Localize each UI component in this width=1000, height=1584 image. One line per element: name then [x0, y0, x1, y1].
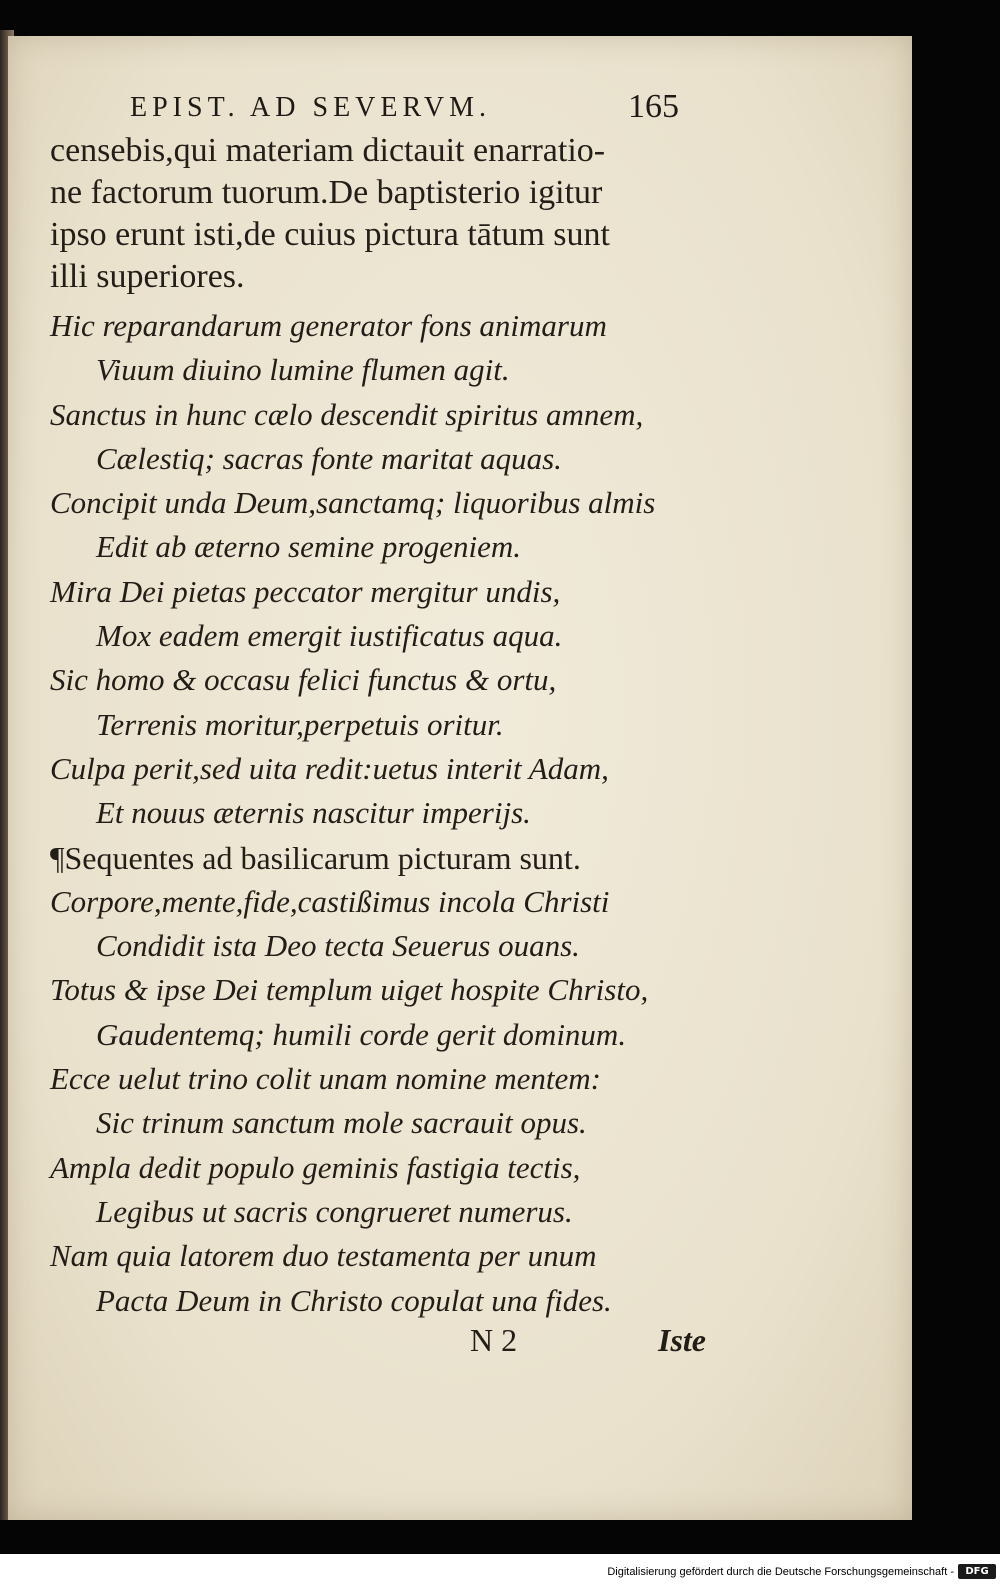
verse-block: [50, 304, 730, 1323]
verse-line: Mira Dei pietas peccator mergitur undis,: [50, 573, 561, 609]
verse-line: Cælestiq; sacras fonte maritat aquas.: [96, 440, 562, 476]
verse-line: ¶Sequentes ad basilicarum picturam sunt.: [50, 839, 581, 876]
catchword: Iste: [658, 1322, 706, 1358]
verse-line: Ecce uelut trino colit unam nomine mentem:: [50, 1061, 601, 1097]
verse-line: Edit ab æterno semine progeniem.: [96, 529, 522, 565]
verse-line: Gaudentemq; humili corde gerit dominum.: [96, 1016, 627, 1052]
scan-border: [0, 1520, 1000, 1554]
verse-line: Condidit ista Deo tecta Seuerus ouans.: [96, 928, 580, 964]
verse-line: Viuum diuino lumine flumen agit.: [96, 352, 510, 388]
prose-block: [50, 130, 730, 298]
verse-line: Et nouus æternis nascitur imperijs.: [96, 795, 531, 831]
verse-line: Hic reparandarum generator fons animarum: [50, 308, 607, 343]
verse-line: Sanctus in hunc cælo descendit spiritus amnem,: [50, 396, 644, 432]
verse-line: Terrenis moritur,perpetuis oritur.: [96, 706, 504, 742]
verse-line: Ampla dedit populo geminis fastigia tectis,: [50, 1149, 581, 1185]
signature-mark: N 2: [470, 1322, 518, 1358]
verse-line: Pacta Deum in Christo copulat una fides.: [96, 1282, 612, 1318]
prose-line: illi superiores.: [50, 258, 245, 295]
running-head: EPIST. AD SEVERVM.: [130, 92, 492, 123]
page-number: 165: [628, 88, 679, 125]
verse-line: Nam quia latorem duo testamenta per unum: [50, 1238, 597, 1274]
verse-line: Sic homo & occasu felici functus & ortu,: [50, 662, 557, 698]
prose-line: ipso erunt isti,de cuius pictura tātum sunt: [50, 216, 610, 253]
prose-line: ne factorum tuorum.De baptisterio igitur: [50, 174, 603, 211]
dfg-logo: DFG: [958, 1564, 996, 1579]
credit-text: Digitalisierung gefördert durch die Deutsche Forschungsgemeinschaft -: [607, 1566, 954, 1578]
verse-line: Totus & ipse Dei templum uiget hospite Christo,: [50, 972, 649, 1008]
verse-line: Concipit unda Deum,sanctamq; liquoribus almis: [50, 485, 656, 521]
verse-line: Culpa perit,sed uita redit:uetus interit Adam,: [50, 750, 609, 786]
verse-line: Sic trinum sanctum mole sacrauit opus.: [96, 1105, 587, 1141]
verse-line: Mox eadem emergit iustificatus aqua.: [96, 618, 563, 654]
verse-line: Corpore,mente,fide,castißimus incola Christi: [50, 883, 610, 919]
verse-line: Legibus ut sacris congrueret numerus.: [96, 1193, 573, 1229]
prose-line: censebis,qui materiam dictauit enarratio-: [50, 132, 606, 169]
